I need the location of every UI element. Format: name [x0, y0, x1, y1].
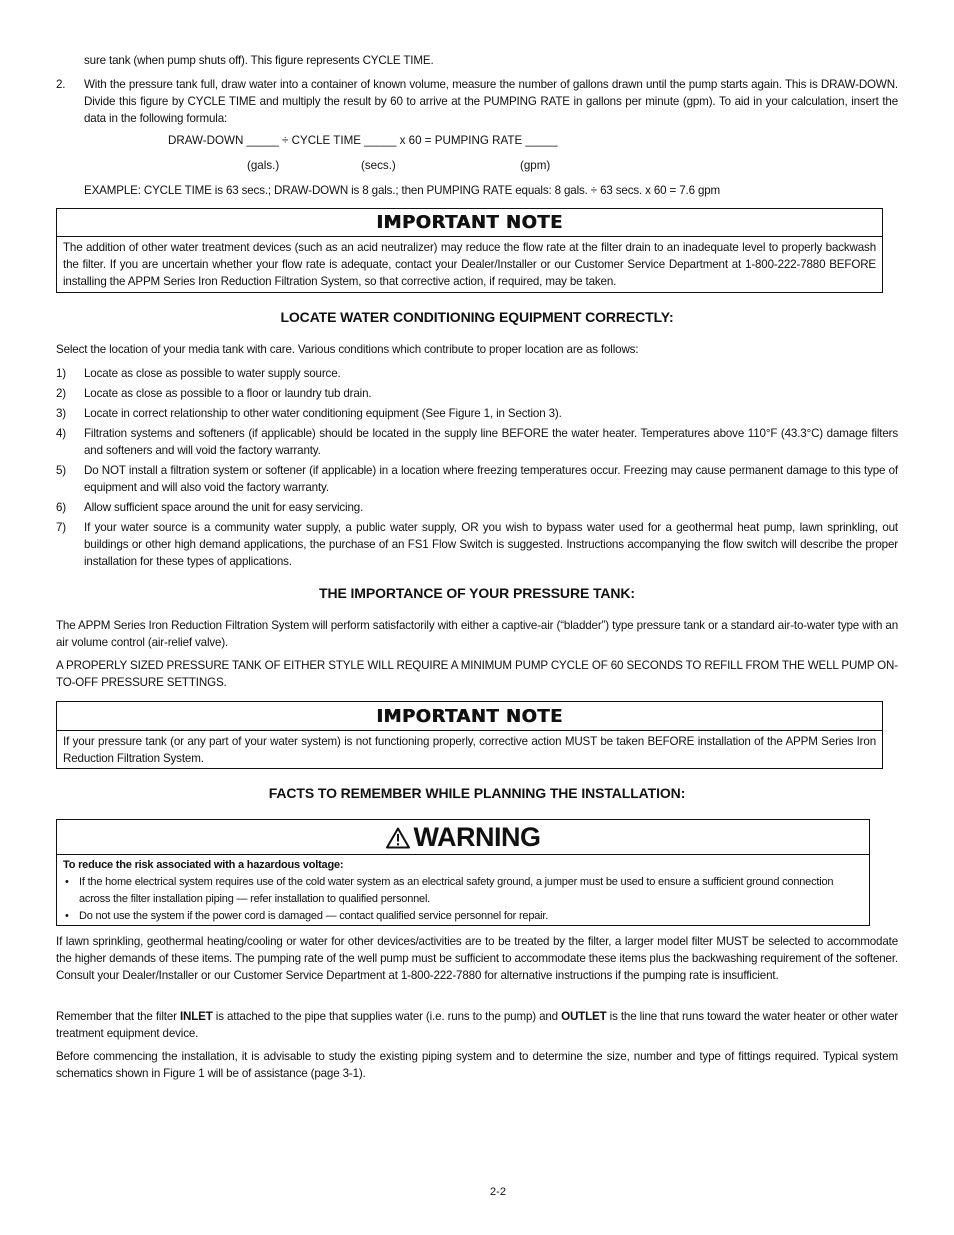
cycle-time-text: sure tank (when pump shuts off). This figure represents CYCLE TIME. — [84, 54, 434, 67]
warning-bullet — [63, 874, 863, 908]
warning-lead: To reduce the risk associated with a hazardous voltage: — [63, 859, 344, 871]
closing-paragraph-2 — [56, 1008, 898, 1042]
list-item — [56, 462, 898, 498]
list-item-number: 7) — [56, 521, 67, 534]
list-item-number: 6) — [56, 501, 67, 514]
closing-paragraph-3: Before commencing the installation, it is advisable to study the existing piping system and to determine the size, number and type of fittings required. Typical system schematics shown in Figure 1 will be of assistance (page 3-1). — [56, 1050, 898, 1080]
list-item-text: Locate as close as possible to a floor or laundry tub drain. — [84, 387, 372, 400]
warning-body — [57, 855, 869, 925]
important-note-title: IMPORTANT NOTE — [57, 209, 882, 237]
list-item — [56, 385, 898, 405]
important-note-box-2 — [56, 701, 883, 769]
warning-triangle-icon — [386, 827, 410, 849]
warning-bullet-text: Do not use the system if the power cord is damaged — contact qualified service personnel for repair. — [79, 910, 549, 922]
important-note-box-1 — [56, 208, 883, 293]
section-heading-pressure-tank: THE IMPORTANCE OF YOUR PRESSURE TANK: — [319, 585, 635, 601]
locate-intro: Select the location of your media tank with care. Various conditions which contribute to proper location are as follows: — [56, 343, 639, 356]
pressure-tank-paragraph-2: A PROPERLY SIZED PRESSURE TANK OF EITHER STYLE WILL REQUIRE A MINIMUM PUMP CYCLE OF 60 SECONDS TO REFILL FROM THE WELL PUMP ON-TO-OFF PRESSURE SETTINGS. — [56, 659, 898, 689]
section-heading-facts: FACTS TO REMEMBER WHILE PLANNING THE INSTALLATION: — [268, 785, 686, 801]
warning-title-text: WARNING — [413, 822, 541, 852]
warning-bullet — [63, 908, 863, 925]
warning-box — [56, 819, 870, 926]
important-note-title: IMPORTANT NOTE — [57, 702, 882, 731]
important-note-body: The addition of other water treatment devices (such as an acid neutralizer) may reduce the flow rate at the filter drain to an inadequate level to properly backwash the filter. If you are uncertain whether your flow rate is adequate, contact your Dealer/Installer or our Customer Service Department at 1-800-222-7880 BEFORE installing the APPM Series Iron Reduction Filtration System, so that corrective action, if required, may be taken. — [63, 241, 876, 288]
list-item-text: Locate in correct relationship to other water conditioning equipment (See Figure 1, in Section 3). — [84, 407, 562, 420]
list-item-number: 5) — [56, 464, 67, 477]
list-item-text: Do NOT install a filtration system or softener (if applicable) in a location where freezing temperatures occur. Freezing may cause permanent damage to this type of equipment and will also void the factory warranty. — [84, 464, 898, 494]
warning-bullet-text: If the home electrical system requires use of the cold water system as an electrical safety ground, a jumper must be used to ensure a sufficient ground connection across the filter installation piping — refer installation to qualified personnel. — [79, 876, 834, 905]
page-number: 2-2 — [490, 1186, 506, 1198]
list-item-number: 3) — [56, 407, 67, 420]
list-item-text: Filtration systems and softeners (if applicable) should be located in the supply line BEFORE the water heater. Temperatures above 110°F (43.3°C) damage filters and softeners and will void the factory warranty. — [84, 427, 898, 457]
outlet-sentence-end: is the line that runs toward the water heater or other water treatment equipment device. — [56, 1010, 899, 1040]
inlet-sentence-middle: is attached to the pipe that supplies water (i.e. runs to the pump) and — [212, 1010, 562, 1023]
step-2-text: With the pressure tank full, draw water into a container of known volume, measure the number of gallons drawn until the pump starts again. This is DRAW-DOWN. Divide this figure by CYCLE TIME and multiply the result by 60 to arrive at the PUMPING RATE in gallons per minute (gpm). To aid in your calculation, insert the data in the following formula: — [84, 78, 898, 125]
list-item — [56, 425, 898, 461]
section-heading-locate: LOCATE WATER CONDITIONING EQUIPMENT CORRECTLY: — [280, 309, 674, 325]
closing-paragraph-1: If lawn sprinkling, geothermal heating/cooling or water for other devices/activities are to be treated by the filter, a larger model filter MUST be selected to accommodate the higher demands of these items. The pumping rate of the well pump must be sufficient to accommodate these items plus the backwashing requirement of the softener. Consult your Dealer/Installer or our Customer Service Department at 1-800-222-7880 for alternative instructions if the pumping rate is insufficient. — [56, 935, 898, 982]
list-item-text: Allow sufficient space around the unit for easy servicing. — [84, 501, 364, 514]
unit-gpm: (gpm) — [520, 159, 551, 172]
list-item-number: 1) — [56, 367, 67, 380]
pumping-rate-formula: DRAW-DOWN _____ ÷ CYCLE TIME _____ x 60 = PUMPING RATE _____ — [168, 134, 558, 147]
list-item-number: 2) — [56, 387, 67, 400]
warning-title — [57, 820, 869, 855]
list-item-number: 4) — [56, 427, 67, 440]
list-item — [56, 365, 898, 385]
important-note-body: If your pressure tank (or any part of your water system) is not functioning properly, corrective action MUST be taken BEFORE installation of the APPM Series Iron Reduction Filtration System. — [63, 735, 876, 765]
list-item — [56, 499, 898, 519]
inlet-sentence-start: Remember that the filter — [56, 1010, 180, 1023]
list-item-text: Locate as close as possible to water supply source. — [84, 367, 341, 380]
pressure-tank-paragraph-1: The APPM Series Iron Reduction Filtration System will perform satisfactorily with either a captive-air (“bladder”) type pressure tank or a standard air-to-water type with an air volume control (air-relief valve). — [56, 619, 898, 649]
list-item — [56, 405, 898, 425]
example-text: EXAMPLE: CYCLE TIME is 63 secs.; DRAW-DOWN is 8 gals.; then PUMPING RATE equals: 8 gals. ÷ 63 secs. x 60 = 7.6 gpm — [84, 184, 721, 197]
outlet-term: OUTLET — [561, 1010, 607, 1023]
step-2-number: 2. — [56, 78, 66, 91]
bullet-point: • — [65, 876, 69, 888]
list-item — [56, 519, 898, 573]
unit-gals: (gals.) — [247, 159, 280, 172]
list-item-text: If your water source is a community water supply, a public water supply, OR you wish to bypass water used for a geothermal heat pump, lawn sprinkling, out buildings or other high demand applications, the purchase of an FS1 Flow Switch is suggested. Instructions accompanying the flow switch will describe the proper installation for these types of applications. — [84, 521, 898, 568]
unit-secs: (secs.) — [361, 159, 396, 172]
bullet-point: • — [65, 910, 69, 922]
inlet-term: INLET — [179, 1010, 213, 1023]
